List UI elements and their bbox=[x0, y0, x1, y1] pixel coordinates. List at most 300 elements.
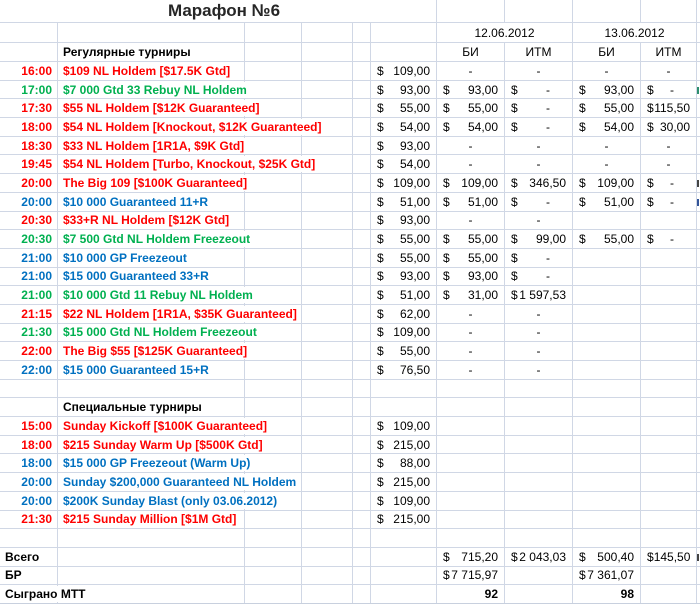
tournament-name-cell[interactable] bbox=[58, 155, 371, 173]
start-time: 21:30 bbox=[21, 325, 52, 340]
cell-buyin[interactable] bbox=[371, 548, 437, 566]
tournament-name-cell[interactable] bbox=[58, 585, 371, 603]
tournament-name: $10 000 Gtd 11 Rebuy NL Holdem bbox=[63, 288, 253, 303]
empty-value-dash: - bbox=[546, 82, 550, 97]
cell-buyin[interactable] bbox=[371, 436, 437, 454]
cell-buyin[interactable] bbox=[371, 567, 437, 585]
cell-buyin[interactable] bbox=[371, 174, 437, 192]
subheader-bi-1[interactable] bbox=[437, 43, 505, 61]
currency-symbol: $ bbox=[443, 101, 450, 116]
tournament-name-cell[interactable] bbox=[58, 417, 371, 435]
cell-itm-1[interactable] bbox=[505, 417, 573, 435]
amount-value: 55,00 bbox=[603, 101, 634, 116]
tournament-name-cell[interactable] bbox=[58, 174, 371, 192]
cell-bi-1[interactable] bbox=[437, 81, 505, 99]
time-cell[interactable] bbox=[0, 473, 58, 491]
cell-bi-2[interactable] bbox=[573, 529, 641, 547]
cell-bi-1[interactable] bbox=[437, 118, 505, 136]
cell-itm-2[interactable] bbox=[641, 342, 697, 360]
cell-itm-1[interactable] bbox=[505, 380, 573, 398]
cell-itm-2[interactable] bbox=[641, 0, 697, 22]
cell-itm-1[interactable] bbox=[505, 511, 573, 529]
currency-symbol: $ bbox=[377, 175, 384, 190]
cell-buyin[interactable] bbox=[371, 137, 437, 155]
cell-itm-1[interactable] bbox=[505, 585, 573, 603]
tournament-name: $33 NL Holdem [1R1A, $9K Gtd] bbox=[63, 138, 245, 153]
tournament-row bbox=[0, 342, 700, 361]
cell-itm-1[interactable] bbox=[505, 212, 573, 230]
cell-bi-1[interactable] bbox=[437, 585, 505, 603]
date-label: 13.06.2012 bbox=[604, 25, 665, 40]
currency-symbol: $ bbox=[443, 250, 450, 265]
cell-bi-1[interactable] bbox=[437, 436, 505, 454]
cell-itm-2[interactable] bbox=[641, 454, 697, 472]
tournament-name-cell[interactable] bbox=[58, 305, 371, 323]
cell-bi-2[interactable] bbox=[573, 361, 641, 379]
cell-itm-1[interactable] bbox=[505, 118, 573, 136]
cell-bi-2[interactable] bbox=[573, 249, 641, 267]
tournament-name-cell[interactable] bbox=[58, 62, 371, 80]
cell-itm-1[interactable] bbox=[505, 342, 573, 360]
cell-bi-1[interactable] bbox=[437, 417, 505, 435]
time-cell[interactable] bbox=[0, 268, 58, 286]
cell-bi-1[interactable] bbox=[437, 492, 505, 510]
cell-itm-2[interactable] bbox=[641, 417, 697, 435]
tournament-name: $15 000 Guaranteed 33+R bbox=[63, 269, 209, 284]
cell-itm-2[interactable] bbox=[641, 361, 697, 379]
time-cell[interactable] bbox=[0, 23, 58, 42]
empty-value-dash: - bbox=[536, 138, 541, 153]
currency-symbol: $ bbox=[377, 119, 384, 134]
cell-bi-1[interactable] bbox=[437, 398, 505, 416]
cell-itm-1[interactable] bbox=[505, 361, 573, 379]
cell-bi-1[interactable] bbox=[437, 548, 505, 566]
cell-itm-2[interactable] bbox=[641, 212, 697, 230]
cell-itm-1[interactable] bbox=[505, 305, 573, 323]
tournament-name-cell[interactable] bbox=[58, 137, 371, 155]
cell-itm-1[interactable] bbox=[505, 193, 573, 211]
cell-bi-2[interactable] bbox=[573, 212, 641, 230]
tournament-name-cell[interactable] bbox=[58, 268, 371, 286]
time-cell[interactable] bbox=[0, 81, 58, 99]
tournament-name: $55 NL Holdem [$12K Guaranteed] bbox=[63, 101, 260, 116]
cell-bi-2[interactable] bbox=[573, 454, 641, 472]
empty-value-dash: - bbox=[604, 63, 609, 78]
cell-itm-2[interactable] bbox=[641, 492, 697, 510]
cell-itm-2[interactable] bbox=[641, 62, 697, 80]
cell-buyin[interactable] bbox=[371, 230, 437, 248]
cell-itm-2[interactable] bbox=[641, 249, 697, 267]
cell-buyin[interactable] bbox=[371, 193, 437, 211]
time-cell[interactable] bbox=[0, 193, 58, 211]
cell-buyin[interactable] bbox=[371, 286, 437, 304]
time-cell[interactable] bbox=[0, 492, 58, 510]
cell-itm-2[interactable] bbox=[641, 286, 697, 304]
cell-buyin[interactable] bbox=[371, 99, 437, 117]
cell-bi-2[interactable] bbox=[573, 511, 641, 529]
cell-itm-2[interactable] bbox=[641, 398, 697, 416]
tournament-name-cell[interactable] bbox=[58, 81, 371, 99]
empty-value-dash: - bbox=[670, 232, 674, 247]
start-time: 17:30 bbox=[21, 101, 52, 116]
cell-itm-1[interactable] bbox=[505, 492, 573, 510]
tournament-row bbox=[0, 492, 700, 511]
cell-itm-1[interactable] bbox=[505, 324, 573, 342]
cell-bi-1[interactable] bbox=[437, 193, 505, 211]
tournament-row bbox=[0, 99, 700, 118]
cell-buyin[interactable] bbox=[371, 62, 437, 80]
amount-value: 109,00 bbox=[393, 63, 430, 78]
time-cell[interactable] bbox=[0, 436, 58, 454]
cell-buyin[interactable] bbox=[371, 398, 437, 416]
time-cell[interactable] bbox=[0, 137, 58, 155]
cell-bi-2[interactable] bbox=[573, 305, 641, 323]
cell-bi-2[interactable] bbox=[573, 268, 641, 286]
cell-bi-2[interactable] bbox=[573, 137, 641, 155]
currency-symbol: $ bbox=[443, 269, 450, 284]
tournament-name-cell[interactable] bbox=[58, 567, 371, 585]
tournament-name: $33+R NL Holdem [$12K Gtd] bbox=[63, 213, 230, 228]
cell-buyin[interactable] bbox=[371, 473, 437, 491]
date-header-1[interactable] bbox=[437, 23, 573, 42]
cell-bi-1[interactable] bbox=[437, 361, 505, 379]
start-time: 22:00 bbox=[21, 344, 52, 359]
cell-buyin[interactable] bbox=[371, 43, 437, 61]
amount-value: 31,00 bbox=[467, 288, 498, 303]
cell-itm-1[interactable] bbox=[505, 436, 573, 454]
cell-buyin[interactable] bbox=[371, 268, 437, 286]
time-cell[interactable] bbox=[0, 380, 58, 398]
cell-bi-1[interactable] bbox=[437, 99, 505, 117]
time-cell[interactable] bbox=[0, 230, 58, 248]
tournament-name-cell[interactable] bbox=[58, 23, 371, 42]
currency-symbol: $ bbox=[377, 418, 384, 433]
section-header-cell[interactable] bbox=[58, 43, 371, 61]
empty-value-dash: - bbox=[468, 325, 473, 340]
cell-itm-1[interactable] bbox=[505, 99, 573, 117]
tournament-name-cell[interactable] bbox=[58, 492, 371, 510]
tournament-name: The Big $55 [$125K Guaranteed] bbox=[63, 344, 248, 359]
currency-symbol: $ bbox=[377, 63, 384, 78]
cell-itm-2[interactable] bbox=[641, 305, 697, 323]
empty-value-dash: - bbox=[666, 157, 671, 172]
amount-value: 54,00 bbox=[399, 119, 430, 134]
cell-buyin[interactable] bbox=[371, 361, 437, 379]
empty-value-dash: - bbox=[666, 63, 671, 78]
cell-bi-2[interactable] bbox=[573, 324, 641, 342]
cell-buyin[interactable] bbox=[371, 23, 437, 42]
cell-bi-1[interactable] bbox=[437, 454, 505, 472]
currency-symbol: $ bbox=[377, 101, 384, 116]
cell-bi-1[interactable] bbox=[437, 511, 505, 529]
cell-bi-1[interactable] bbox=[437, 286, 505, 304]
cell-buyin[interactable] bbox=[371, 324, 437, 342]
cut-off-text-fragment bbox=[697, 199, 699, 206]
cell-itm-2[interactable] bbox=[641, 585, 697, 603]
time-cell[interactable] bbox=[0, 62, 58, 80]
empty-value-dash: - bbox=[604, 138, 609, 153]
cell-itm-2[interactable] bbox=[641, 230, 697, 248]
cell-itm-1[interactable] bbox=[505, 268, 573, 286]
totals-label-cell[interactable] bbox=[0, 548, 58, 566]
cell-bi-2[interactable] bbox=[573, 436, 641, 454]
subheader-bi-2[interactable] bbox=[573, 43, 641, 61]
cell-itm-1[interactable] bbox=[505, 548, 573, 566]
cell-bi-2[interactable] bbox=[573, 118, 641, 136]
cell-buyin[interactable] bbox=[371, 585, 437, 603]
currency-symbol: $ bbox=[647, 175, 654, 190]
cell-itm-2[interactable] bbox=[641, 268, 697, 286]
cell-itm-2[interactable] bbox=[641, 529, 697, 547]
currency-symbol: $ bbox=[511, 269, 518, 284]
cell-itm-2[interactable] bbox=[641, 193, 697, 211]
tournament-name: $109 NL Holdem [$17.5K Gtd] bbox=[63, 63, 231, 78]
time-cell[interactable] bbox=[0, 249, 58, 267]
subheader-row bbox=[0, 43, 700, 62]
empty-value-dash: - bbox=[604, 157, 609, 172]
cell-itm-2[interactable] bbox=[641, 473, 697, 491]
tournament-name-cell[interactable] bbox=[58, 193, 371, 211]
tournament-name: $7 000 Gtd 33 Rebuy NL Holdem bbox=[63, 82, 247, 97]
amount-value: 55,00 bbox=[399, 250, 430, 265]
time-cell[interactable] bbox=[0, 417, 58, 435]
totals-label-cell[interactable] bbox=[0, 585, 86, 603]
tournament-row bbox=[0, 81, 700, 100]
subheader-itm-2[interactable] bbox=[641, 43, 697, 61]
tournament-name-cell[interactable] bbox=[58, 454, 371, 472]
section-header: Регулярные турниры bbox=[63, 45, 191, 59]
time-cell[interactable] bbox=[0, 529, 58, 547]
totals-label-cell[interactable] bbox=[0, 567, 58, 585]
cell-bi-1[interactable] bbox=[437, 268, 505, 286]
amount-value: 76,50 bbox=[399, 362, 430, 377]
time-cell[interactable] bbox=[0, 99, 58, 117]
cell-itm-2[interactable] bbox=[641, 118, 697, 136]
currency-symbol: $ bbox=[443, 194, 450, 209]
tournament-row bbox=[0, 511, 700, 530]
empty-value-dash: - bbox=[536, 63, 541, 78]
cell-buyin[interactable] bbox=[371, 417, 437, 435]
cell-itm-2[interactable] bbox=[641, 174, 697, 192]
time-cell[interactable] bbox=[0, 398, 58, 416]
time-cell[interactable] bbox=[0, 118, 58, 136]
tournament-name-cell[interactable] bbox=[58, 342, 371, 360]
cell-buyin[interactable] bbox=[371, 454, 437, 472]
cell-bi-2[interactable] bbox=[573, 99, 641, 117]
cell-buyin[interactable] bbox=[371, 118, 437, 136]
tournament-name-cell[interactable] bbox=[58, 529, 371, 547]
cell-bi-1[interactable] bbox=[437, 473, 505, 491]
cell-bi-2[interactable] bbox=[573, 417, 641, 435]
tournament-row bbox=[0, 454, 700, 473]
amount-value: 215,00 bbox=[393, 474, 430, 489]
time-cell[interactable] bbox=[0, 174, 58, 192]
cell-itm-2[interactable] bbox=[641, 567, 697, 585]
tournament-name-cell[interactable] bbox=[58, 249, 371, 267]
tournament-name-cell[interactable] bbox=[58, 548, 371, 566]
cell-itm-2[interactable] bbox=[641, 380, 697, 398]
start-time: 18:00 bbox=[21, 437, 52, 452]
cell-bi-1[interactable] bbox=[437, 567, 505, 585]
cell-bi-2[interactable] bbox=[573, 193, 641, 211]
cell-bi-2[interactable] bbox=[573, 473, 641, 491]
time-cell[interactable] bbox=[0, 342, 58, 360]
cell-itm-1[interactable] bbox=[505, 473, 573, 491]
section-header-cell[interactable] bbox=[58, 398, 371, 416]
tournament-name-cell[interactable] bbox=[58, 212, 371, 230]
cell-bi-2[interactable] bbox=[573, 155, 641, 173]
subheader-label: БИ bbox=[598, 45, 615, 59]
amount-value: 93,00 bbox=[467, 82, 498, 97]
tournament-name: $10 000 GP Freezeout bbox=[63, 250, 187, 265]
cell-itm-1[interactable] bbox=[505, 62, 573, 80]
tournament-row bbox=[0, 436, 700, 455]
time-cell[interactable] bbox=[0, 511, 58, 529]
cell-itm-1[interactable] bbox=[505, 249, 573, 267]
cell-buyin[interactable] bbox=[371, 212, 437, 230]
cell-itm-1[interactable] bbox=[505, 230, 573, 248]
tournament-row bbox=[0, 193, 700, 212]
cell-bi-2[interactable] bbox=[573, 0, 641, 22]
tournament-name-cell[interactable] bbox=[58, 436, 371, 454]
tournament-row bbox=[0, 324, 700, 343]
cell-itm-1[interactable] bbox=[505, 454, 573, 472]
cell-bi-2[interactable] bbox=[573, 286, 641, 304]
cell-itm-2[interactable] bbox=[641, 436, 697, 454]
cell-bi-2[interactable] bbox=[573, 567, 641, 585]
currency-symbol: $ bbox=[647, 232, 654, 247]
subheader-itm-1[interactable] bbox=[505, 43, 573, 61]
cell-bi-1[interactable] bbox=[437, 0, 505, 22]
tournament-name-cell[interactable] bbox=[58, 473, 371, 491]
cell-itm-1[interactable] bbox=[505, 0, 573, 22]
tournament-name-cell[interactable] bbox=[58, 361, 371, 379]
tournament-name: $215 Sunday Warm Up [$500K Gtd] bbox=[63, 437, 263, 452]
cell-itm-1[interactable] bbox=[505, 155, 573, 173]
cell-bi-1[interactable] bbox=[437, 305, 505, 323]
cell-itm-2[interactable] bbox=[641, 324, 697, 342]
tournament-name-cell[interactable] bbox=[58, 286, 371, 304]
section-header-row bbox=[0, 398, 700, 417]
cell-itm-1[interactable] bbox=[505, 286, 573, 304]
time-cell[interactable] bbox=[0, 361, 58, 379]
time-cell[interactable] bbox=[0, 286, 58, 304]
time-cell[interactable] bbox=[0, 305, 58, 323]
cell-buyin[interactable] bbox=[371, 81, 437, 99]
cell-bi-1[interactable] bbox=[437, 230, 505, 248]
cell-bi-2[interactable] bbox=[573, 230, 641, 248]
cell-bi-2[interactable] bbox=[573, 62, 641, 80]
cell-itm-2[interactable] bbox=[641, 548, 697, 566]
amount-value: 54,00 bbox=[399, 157, 430, 172]
totals-row bbox=[0, 567, 700, 586]
currency-symbol: $ bbox=[377, 456, 384, 471]
tournament-name-cell[interactable] bbox=[58, 118, 371, 136]
amount-value: 715,20 bbox=[461, 549, 498, 564]
cell-bi-2[interactable] bbox=[573, 342, 641, 360]
amount-value: 93,00 bbox=[399, 82, 430, 97]
tournament-name-cell[interactable] bbox=[58, 99, 371, 117]
cell-bi-1[interactable] bbox=[437, 137, 505, 155]
tournament-name-cell[interactable] bbox=[58, 230, 371, 248]
cell-itm-1[interactable] bbox=[505, 567, 573, 585]
currency-symbol: $ bbox=[377, 474, 384, 489]
cell-buyin[interactable] bbox=[371, 249, 437, 267]
cell-buyin[interactable] bbox=[371, 492, 437, 510]
cell-bi-1[interactable] bbox=[437, 212, 505, 230]
date-header-2[interactable] bbox=[573, 23, 697, 42]
currency-symbol: $ bbox=[511, 194, 518, 209]
cell-bi-2[interactable] bbox=[573, 174, 641, 192]
cell-bi-2[interactable] bbox=[573, 585, 641, 603]
title-cell[interactable] bbox=[0, 0, 437, 22]
cell-itm-1[interactable] bbox=[505, 174, 573, 192]
tournament-name-cell[interactable] bbox=[58, 324, 371, 342]
cell-itm-1[interactable] bbox=[505, 398, 573, 416]
cell-itm-2[interactable] bbox=[641, 99, 697, 117]
cell-itm-1[interactable] bbox=[505, 529, 573, 547]
cell-bi-1[interactable] bbox=[437, 62, 505, 80]
cell-itm-1[interactable] bbox=[505, 81, 573, 99]
tournament-row bbox=[0, 155, 700, 174]
tournament-name-cell[interactable] bbox=[58, 380, 371, 398]
cell-bi-2[interactable] bbox=[573, 398, 641, 416]
cell-bi-1[interactable] bbox=[437, 324, 505, 342]
cell-bi-1[interactable] bbox=[437, 174, 505, 192]
cell-bi-2[interactable] bbox=[573, 81, 641, 99]
cell-bi-2[interactable] bbox=[573, 380, 641, 398]
tournament-name: The Big 109 [$100K Guaranteed] bbox=[63, 175, 248, 190]
cell-itm-2[interactable] bbox=[641, 155, 697, 173]
currency-symbol: $ bbox=[511, 288, 518, 303]
time-cell[interactable] bbox=[0, 324, 58, 342]
start-time: 20:00 bbox=[21, 194, 52, 209]
time-cell[interactable] bbox=[0, 155, 58, 173]
cell-itm-2[interactable] bbox=[641, 511, 697, 529]
amount-value: 93,00 bbox=[603, 82, 634, 97]
tournament-row bbox=[0, 361, 700, 380]
cell-buyin[interactable] bbox=[371, 155, 437, 173]
cell-buyin[interactable] bbox=[371, 305, 437, 323]
empty-value-dash: - bbox=[546, 101, 550, 116]
cell-buyin[interactable] bbox=[371, 380, 437, 398]
cell-bi-2[interactable] bbox=[573, 492, 641, 510]
tournament-name-cell[interactable] bbox=[58, 511, 371, 529]
time-cell[interactable] bbox=[0, 212, 58, 230]
cell-bi-1[interactable] bbox=[437, 155, 505, 173]
cell-bi-1[interactable] bbox=[437, 380, 505, 398]
cell-buyin[interactable] bbox=[371, 529, 437, 547]
cell-bi-2[interactable] bbox=[573, 548, 641, 566]
cell-itm-2[interactable] bbox=[641, 81, 697, 99]
empty-value-dash: - bbox=[536, 157, 541, 172]
cell-itm-2[interactable] bbox=[641, 137, 697, 155]
time-cell[interactable] bbox=[0, 43, 58, 61]
dates-row bbox=[0, 23, 700, 43]
start-time: 18:00 bbox=[21, 119, 52, 134]
cell-buyin[interactable] bbox=[371, 511, 437, 529]
amount-value: 109,00 bbox=[393, 493, 430, 508]
cell-bi-1[interactable] bbox=[437, 529, 505, 547]
time-cell[interactable] bbox=[0, 454, 58, 472]
totals-label: БР bbox=[5, 568, 22, 583]
amount-value: 54,00 bbox=[603, 119, 634, 134]
cell-itm-1[interactable] bbox=[505, 137, 573, 155]
cell-bi-1[interactable] bbox=[437, 249, 505, 267]
count-value: 92 bbox=[484, 587, 498, 602]
cell-buyin[interactable] bbox=[371, 342, 437, 360]
cell-bi-1[interactable] bbox=[437, 342, 505, 360]
